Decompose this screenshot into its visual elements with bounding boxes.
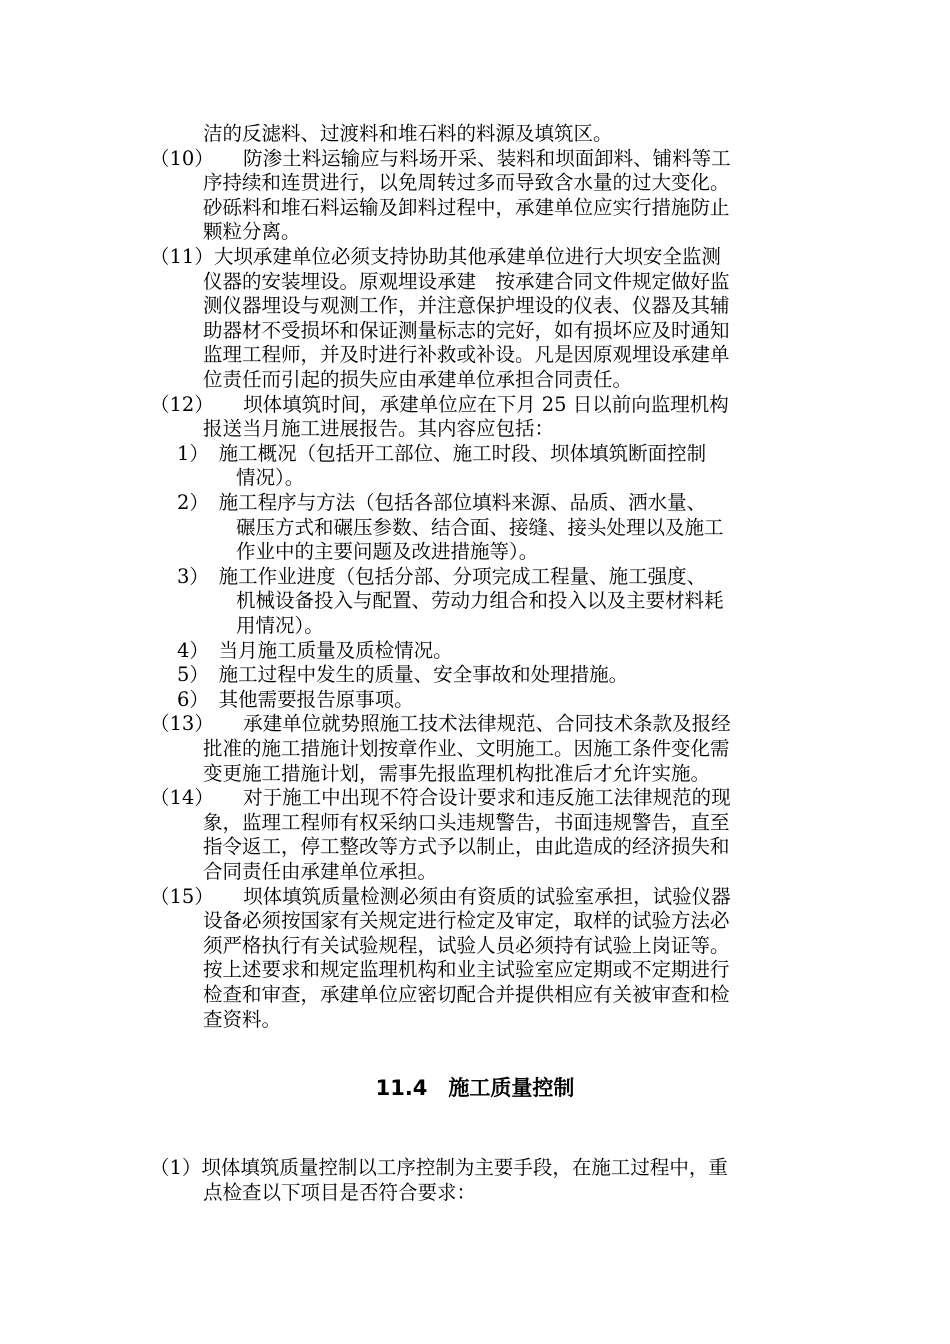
text-line: （13） 承建单位就势照施工技术法律规范、合同技术条款及报经	[150, 712, 731, 736]
text-line: 变更施工措施计划，需事先报监理机构批准后才允许实施。	[203, 761, 711, 785]
text-line: 砂砾料和堆石料运输及卸料过程中，承建单位应实行措施防止	[203, 195, 730, 219]
text-line: 查资料。	[203, 1007, 282, 1031]
section-heading: 11.4 施工质量控制	[375, 1076, 575, 1100]
text-line: 位责任而引起的损失应由承建单位承担合同责任。	[203, 368, 633, 391]
text-line: 合同责任由承建单位承担。	[203, 860, 438, 883]
text-line: 报送当月施工进展报告。其内容应包括：	[203, 417, 555, 441]
text-line: 指令返工，停工整改等方式予以制止，由此造成的经济损失和	[203, 835, 730, 859]
text-line: 4） 当月施工质量及质检情况。	[177, 638, 453, 662]
text-line: 监理工程师，并及时进行补救或补设。凡是因原观埋设承建单	[203, 343, 730, 367]
text-line: 洁的反滤料、过渡料和堆石料的料源及填筑区。	[203, 122, 613, 145]
text-line: 点检查以下项目是否符合要求：	[203, 1180, 477, 1204]
text-line: 颗粒分离。	[203, 220, 301, 244]
text-line: （1）坝体填筑质量控制以工序控制为主要手段，在施工过程中，重	[150, 1156, 728, 1179]
text-line: 象，监理工程师有权采纳口头违规警告，书面违规警告，直至	[203, 810, 730, 834]
text-line: 仪器的安装埋设。原观埋设承建 按承建合同文件规定做好监	[203, 269, 730, 293]
text-line: 序持续和连贯进行，以免周转过多而导致含水量的过大变化。	[203, 171, 730, 195]
text-line: 6） 其他需要报告原事项。	[177, 687, 414, 711]
text-line: （11）大坝承建单位必须支持协助其他承建单位进行大坝安全监测	[150, 245, 721, 268]
text-line: 测仪器埋设与观测工作，并注意保护埋设的仪表、仪器及其辅	[203, 294, 730, 318]
text-line: 1） 施工概况（包括开工部位、施工时段、坝体填筑断面控制	[177, 441, 707, 465]
text-line: 5） 施工过程中发生的质量、安全事故和处理措施。	[177, 663, 629, 687]
text-line: （15） 坝体填筑质量检测必须由有资质的试验室承担，试验仪器	[150, 884, 731, 908]
text-line: 情况）。	[236, 466, 305, 490]
text-line: （14） 对于施工中出现不符合设计要求和违反施工法律规范的现	[150, 786, 731, 810]
text-line: 用情况）。	[236, 614, 324, 637]
text-line: 设备必须按国家有关规定进行检定及审定，取样的试验方法必	[203, 909, 730, 933]
text-line: （12） 坝体填筑时间，承建单位应在下月 25 日以前向监理机构	[150, 392, 729, 416]
text-line: 3） 施工作业进度（包括分部、分项完成工程量、施工强度、	[177, 564, 707, 588]
text-line: 检查和审查，承建单位应密切配合并提供相应有关被审查和检	[203, 983, 730, 1006]
text-line: 批准的施工措施计划按章作业、文明施工。因施工条件变化需	[203, 737, 730, 760]
text-line: （10） 防渗土料运输应与料场开采、装料和坝面卸料、铺料等工	[150, 146, 731, 170]
text-line: 机械设备投入与配置、劳动力组合和投入以及主要材料耗	[236, 589, 724, 613]
text-line: 助器材不受损坏和保证测量标志的完好，如有损坏应及时通知	[203, 318, 730, 342]
text-line: 碾压方式和碾压参数、结合面、接缝、接头处理以及施工	[236, 515, 724, 539]
text-line: 作业中的主要问题及改进措施等）。	[236, 540, 539, 564]
text-line: 按上述要求和规定监理机构和业主试验室应定期或不定期进行	[203, 958, 730, 982]
text-line: 2） 施工程序与方法（包括各部位填料来源、品质、洒水量、	[177, 491, 707, 514]
text-line: 须严格执行有关试验规程，试验人员必须持有试验上岗证等。	[203, 933, 730, 957]
